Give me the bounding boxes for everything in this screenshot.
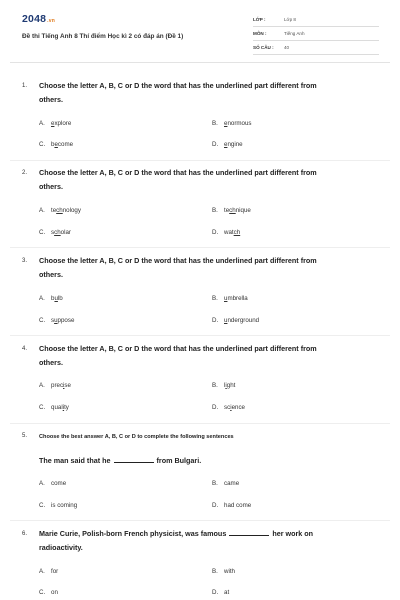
meta-class-row (253, 13, 379, 27)
option-b[interactable]: B. umbrella (212, 295, 248, 302)
question-text: Choose the letter A, B, C or D the word that has the underlined part different from others. (39, 81, 317, 104)
meta-key: LỚP : (253, 17, 266, 22)
question-number: 2. (22, 170, 28, 176)
option-c[interactable]: C. on (39, 589, 58, 596)
option-b[interactable]: B. came (212, 480, 240, 487)
answer-blank (229, 535, 269, 536)
question-text: Choose the letter A, B, C or D the word that has the underlined part different from others. (39, 256, 317, 279)
exam-title: Đề thi Tiếng Anh 8 Thí điểm Học kì 2 có đáp án (Đề 1) (22, 33, 184, 40)
option-d[interactable]: D. watch (212, 229, 241, 236)
option-b[interactable]: B. enormous (212, 120, 252, 127)
question-separator (10, 520, 390, 521)
question-number: 1. (22, 83, 28, 89)
option-b[interactable]: B. with (212, 568, 236, 575)
question-text: Marie Curie, Polish-born French physicist, was famous her work on radioactivity. (39, 529, 314, 552)
option-d[interactable]: D. engine (212, 141, 243, 148)
question-text: Choose the letter A, B, C or D the word that has the underlined part different from others. (39, 344, 317, 367)
meta-count-row (253, 41, 379, 55)
header-divider (10, 62, 390, 63)
option-a[interactable]: A. for (39, 568, 59, 575)
question-number: 5. (22, 433, 28, 439)
meta-value: 40 (284, 45, 290, 50)
option-c[interactable]: C. quality (39, 404, 69, 411)
option-c[interactable]: C. suppose (39, 317, 75, 324)
question-text: Choose the letter A, B, C or D the word that has the underlined part different from others. (39, 168, 317, 191)
meta-value: Lớp 8 (284, 17, 296, 22)
question-separator (10, 335, 390, 336)
question-number: 3. (22, 258, 28, 264)
question-instruction: Choose the best answer A, B, C or D to complete the following sentences (39, 434, 234, 440)
question-number: 4. (22, 346, 28, 352)
meta-key: SỐ CÂU : (253, 45, 274, 50)
option-c[interactable]: C. become (39, 141, 74, 148)
meta-value: Tiếng Anh (284, 31, 305, 36)
answer-blank (114, 462, 154, 463)
question-separator (10, 160, 390, 161)
meta-key: MÔN : (253, 31, 267, 36)
option-d[interactable]: D. had come (212, 502, 252, 509)
question-separator (10, 247, 390, 248)
meta-subject-row (253, 27, 379, 41)
site-logo[interactable]: 2048.vn (22, 13, 55, 25)
option-a[interactable]: A. precise (39, 382, 71, 389)
option-d[interactable]: D. at (212, 589, 230, 596)
question-text: The man said that he from Bulgari. (39, 456, 202, 465)
question-number: 6. (22, 531, 28, 537)
option-d[interactable]: D. science (212, 404, 245, 411)
option-b[interactable]: B. light (212, 382, 236, 389)
document-header (0, 0, 400, 66)
option-a[interactable]: A. explore (39, 120, 72, 127)
option-c[interactable]: C. scholar (39, 229, 71, 236)
option-b[interactable]: B. technique (212, 207, 251, 214)
option-a[interactable]: A. bulb (39, 295, 63, 302)
question-separator (10, 423, 390, 424)
option-c[interactable]: C. is coming (39, 502, 78, 509)
option-a[interactable]: A. technology (39, 207, 81, 214)
option-a[interactable]: A. come (39, 480, 67, 487)
option-d[interactable]: D. underground (212, 317, 260, 324)
